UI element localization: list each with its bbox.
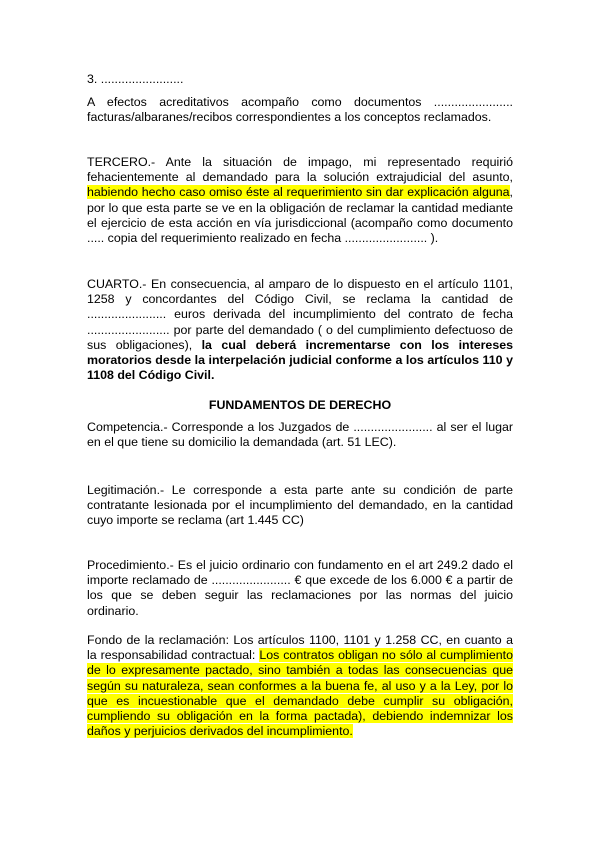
cuarto-bold: la cual deberá incrementarse con los intereses moratorios desde la interpelación judicial conforme a los artículos 110 y 1108 del Código Civil. xyxy=(87,337,514,383)
cuarto-lead: CUARTO.- En consecuencia, al amparo de lo dispuesto en el artículo 1101, 1258 y concordantes del Código Civil, se reclama la cantidad de ....................... euros derivada del incumplimiento del contrato de fecha ........................ por parte del demandado ( o del cumplimiento defectuoso de sus obligaciones), xyxy=(87,277,513,352)
fundamentos-heading: FUNDAMENTOS DE DERECHO xyxy=(208,398,392,412)
cuarto-paragraph xyxy=(87,277,513,383)
tercero-highlight: habiendo hecho caso omiso éste al requerimiento sin dar explicación alguna xyxy=(87,185,510,200)
competencia-paragraph: Competencia.- Corresponde a los Juzgados de ....................... al ser el lugar en el que tiene su domicilio la demandada (art. 51 LEC). xyxy=(87,420,513,450)
tercero-rest: , por lo que esta parte se ve en la obligación de reclamar la cantidad mediante el ejercicio de esta acción en vía jurisdiccional (acompaño como documento ..... copia del requerimiento realizado en fecha ........................ ). xyxy=(87,185,513,246)
tercero-lead: TERCERO.- Ante la situación de impago, mi representado requirió fehacientemente al demandado para la solución extrajudicial del asunto, xyxy=(87,155,513,185)
item-3-number: 3. ........................ xyxy=(87,72,184,86)
tercero-paragraph xyxy=(87,155,513,246)
legitimacion-paragraph: Legitimación.- Le corresponde a esta parte ante su condición de parte contratante lesionada por el incumplimiento del demandado, en la cantidad cuyo importe se reclama (art 1.445 CC) xyxy=(87,483,513,528)
fondo-paragraph xyxy=(87,633,513,739)
procedimiento-paragraph: Procedimiento.- Es el juicio ordinario con fundamento en el art 249.2 dado el importe reclamado de ....................... € que excede de los 6.000 € a partir de los que se deben seguir las reclamaciones por las normas del juicio ordinario. xyxy=(87,558,513,618)
item-3-paragraph: A efectos acreditativos acompaño como documentos ....................... facturas/albaranes/recibos correspondientes a los conceptos reclamados. xyxy=(87,95,513,125)
fondo-lead: Fondo de la reclamación: Los artículos 1100, 1101 y 1.258 CC, en cuanto a la responsabilidad contractual: xyxy=(87,633,513,663)
fondo-highlight: Los contratos obligan no sólo al cumplimiento de lo expresamente pactado, sino también a todas las consecuencias que según su naturaleza, sean conformes a la buena fe, al uso y a la Ley, por lo que es incuestionable que el demandado debe cumplir su obligación, cumpliendo su obligación en la forma pactada), debiendo indemnizar los daños y perjuicios derivados del incumplimiento. xyxy=(87,648,513,739)
